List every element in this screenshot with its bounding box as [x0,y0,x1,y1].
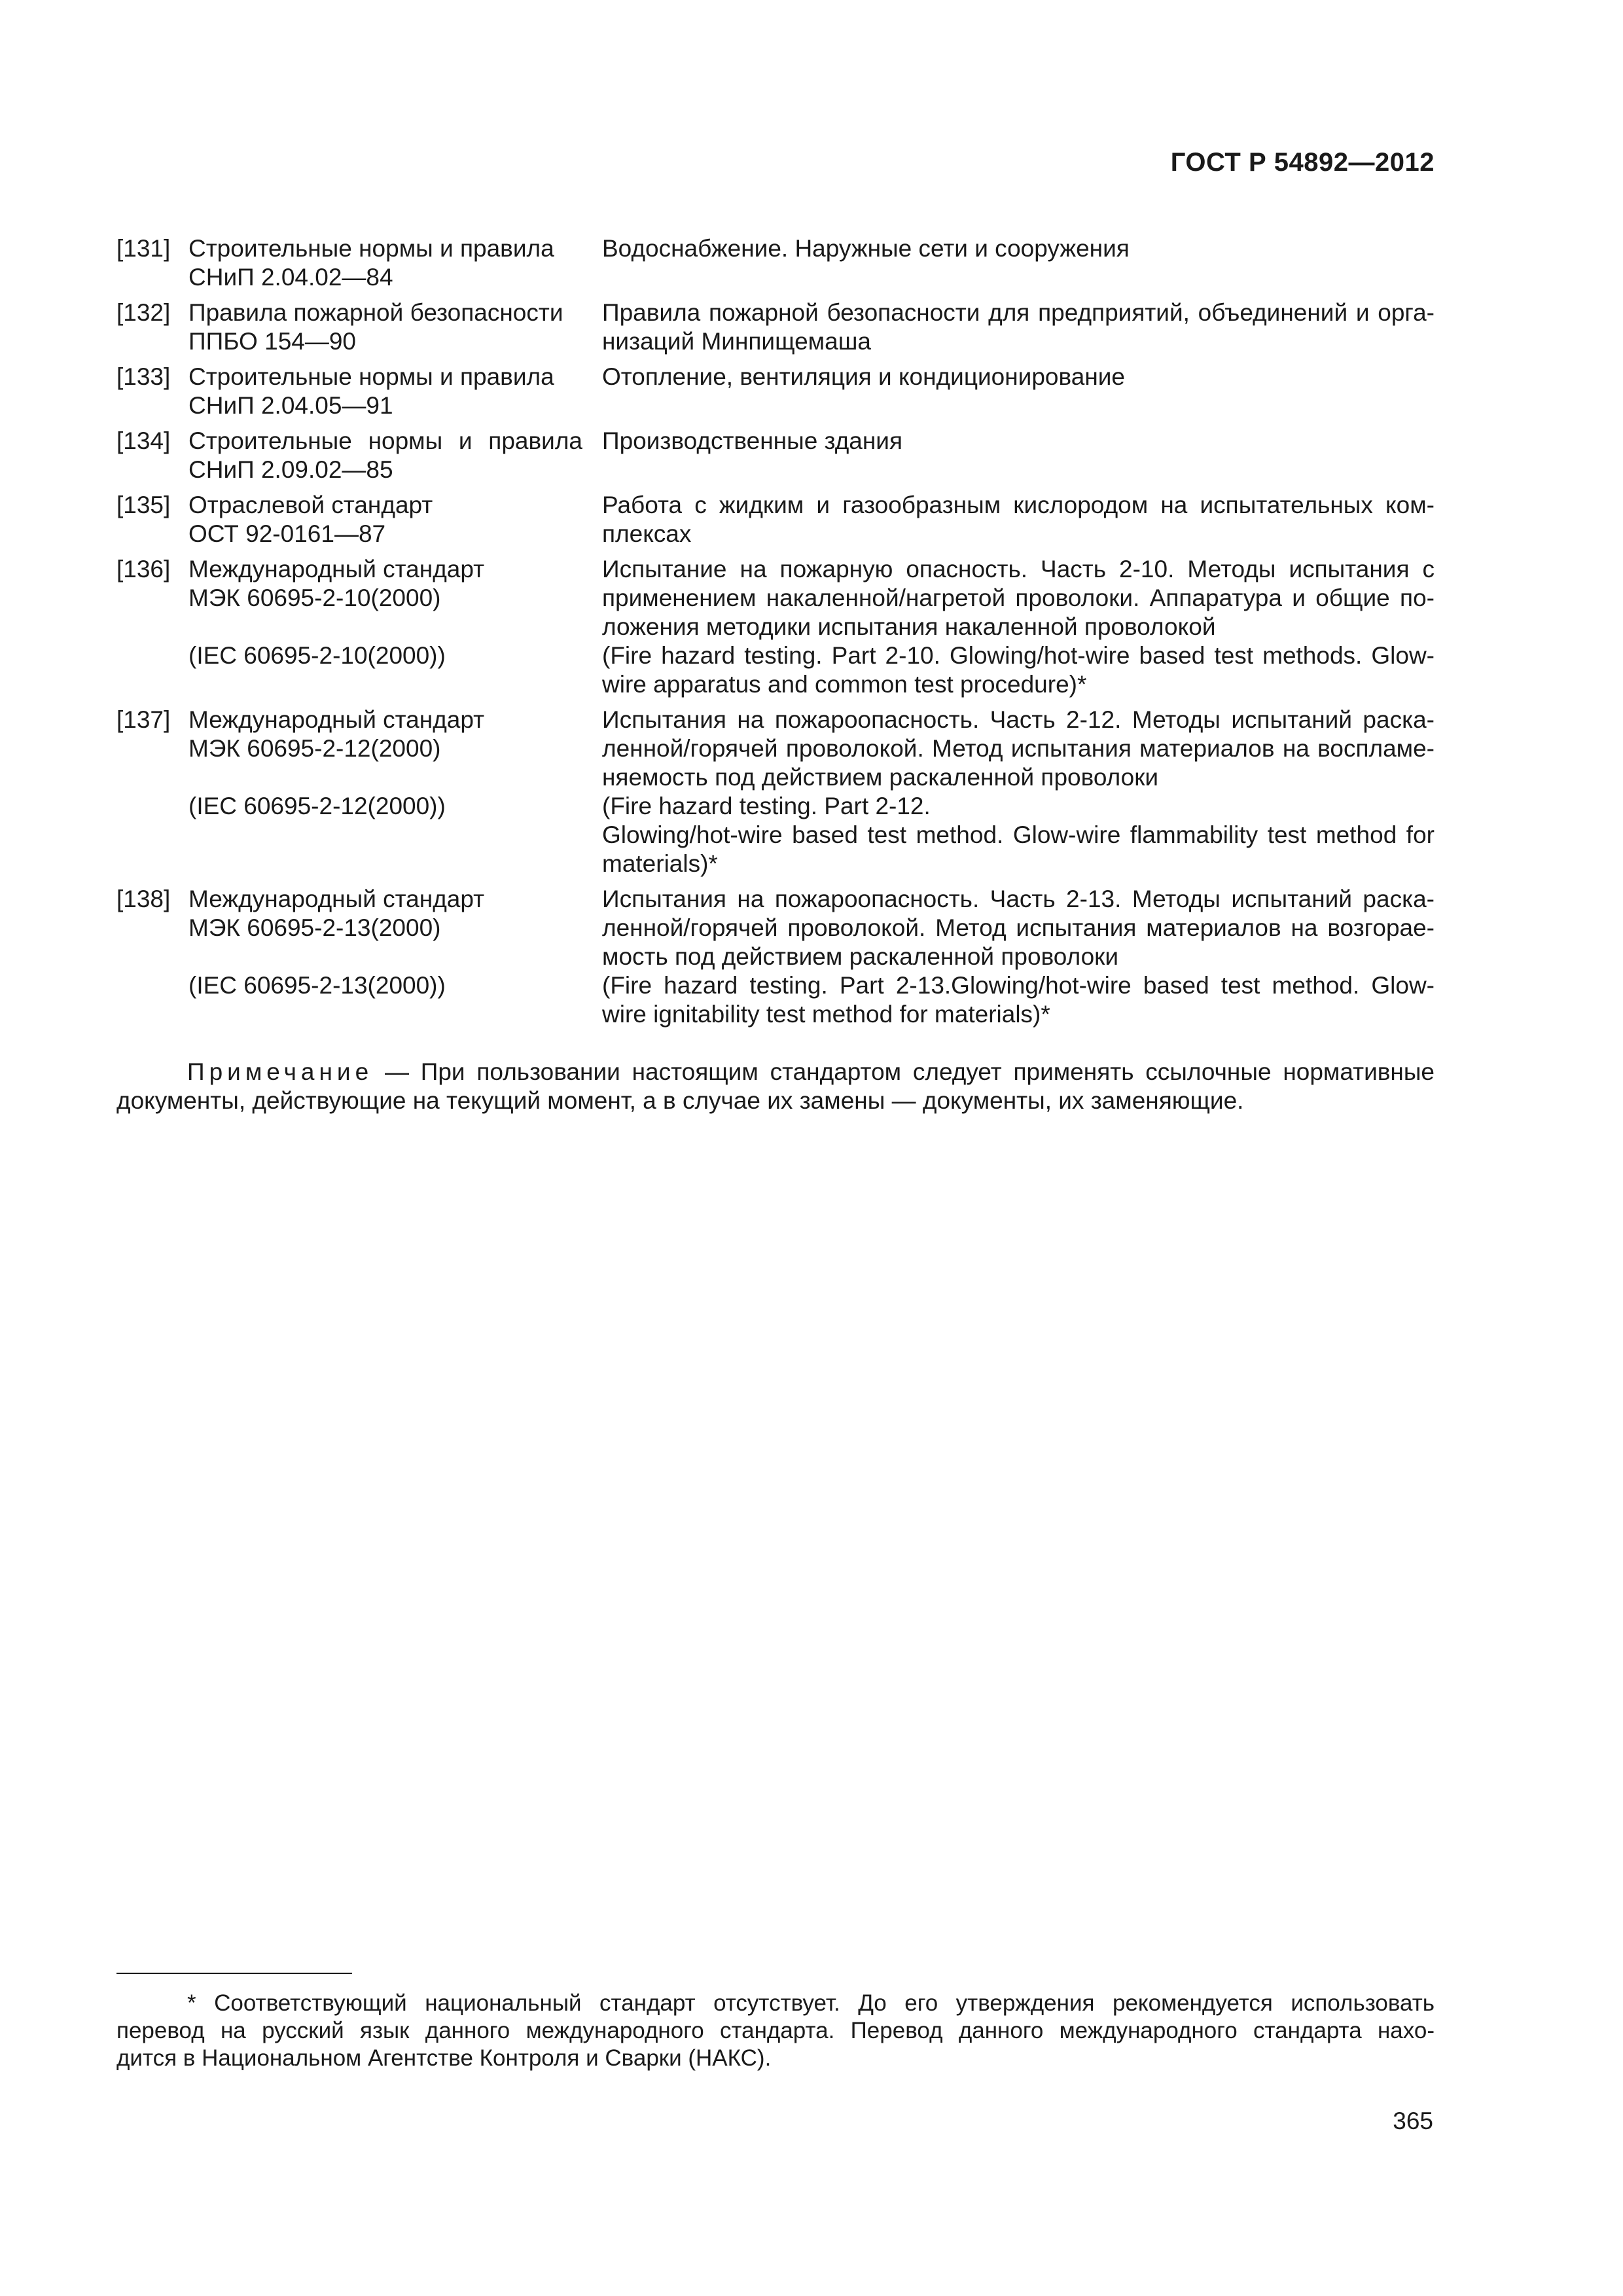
reference-document-line: Строительные нормы и правила [188,427,582,454]
reference-document-line: СНиП 2.04.05—91 [188,392,393,419]
reference-title-line: Производственные здания [602,427,903,454]
empty-cell [116,641,188,699]
reference-title-line: materials)* [602,850,718,877]
reference-title-line: Правила пожарной безопасности для предприятий, объединений и орга- [602,299,1435,326]
note-text-line-2: документы, действующие на текущий момент, а в случае их замены — документы, их заменяющие. [116,1087,1244,1114]
reference-title-line: Водоснабжение. Наружные сети и сооружения [602,235,1130,262]
reference-title-line: применением накаленной/нагретой проволоки. Аппаратура и общие по- [602,584,1435,611]
note [116,1058,1435,1115]
reference-title [602,292,1435,356]
reference-alt-document: (IEC 60695-2-12(2000)) [188,793,446,819]
reference-subrow [116,641,1435,699]
reference-document-line: ОСТ 92-0161—87 [188,520,386,547]
reference-alt-document: (IEC 60695-2-10(2000)) [188,642,446,669]
reference-title [602,699,1435,792]
reference-title [602,420,1435,484]
reference-title [602,548,1435,641]
footnote-line: перевод на русский язык данного международного стандарта. Перевод данного международного стандарта нахо- [116,2018,1435,2043]
reference-number: [136] [116,556,171,583]
reference-row [116,356,1435,420]
note-text-line-1: — При пользовании настоящим стандартом следует применять ссылочные нормативные [384,1058,1435,1085]
footnote-line: * Соответствующий национальный стандарт отсутствует. До его утверждения рекомендуется использовать [187,1990,1435,2016]
empty-cell [116,971,188,1029]
reference-document-line: МЭК 60695-2-10(2000) [188,584,441,611]
reference-document-line: Строительные нормы и правила [188,235,554,262]
reference-title-line: Испытания на пожароопасность. Часть 2-12. Методы испытаний раска- [602,706,1435,733]
reference-title-line: Glowing/hot-wire based test method. Glow-wire flammability test method for [602,821,1435,848]
reference-document-line: Строительные нормы и правила [188,363,554,390]
reference-document [188,699,602,792]
reference-row [116,292,1435,356]
reference-title [602,356,1435,420]
reference-title [602,234,1435,292]
reference-title-line: плексах [602,520,692,547]
reference-title [602,641,1435,699]
reference-title [602,792,1435,878]
reference-row [116,548,1435,641]
reference-alt-document: (IEC 60695-2-13(2000)) [188,972,446,999]
reference-row [116,699,1435,792]
references-table [116,234,1435,1029]
reference-document [188,484,602,548]
reference-document-line: ППБО 154—90 [188,328,357,355]
reference-row [116,878,1435,971]
reference-title [602,484,1435,548]
reference-number: [138] [116,886,171,912]
reference-document-line: Международный стандарт [188,556,485,583]
reference-title-line: (Fire hazard testing. Part 2-12. [602,793,931,819]
reference-title-line: wire ignitability test method for materials)* [602,1001,1050,1028]
reference-document-line: СНиП 2.04.02—84 [188,264,393,291]
reference-title-line: Работа с жидким и газообразным кислородом на испытательных ком- [602,492,1435,518]
reference-title [602,878,1435,971]
reference-row [116,484,1435,548]
footnote [116,1990,1435,2072]
reference-title-line: Испытания на пожароопасность. Часть 2-13. Методы испытаний раска- [602,886,1435,912]
reference-document [188,234,602,292]
reference-document [188,292,602,356]
reference-title-line: ленной/горячей проволокой. Метод испытания материалов на возгорае- [602,914,1435,941]
footnote-separator [116,1973,352,1974]
reference-title-line: мость под действием раскаленной проволоки [602,943,1119,970]
footnote-line: дится в Национальном Агентстве Контроля и Сварки (НАКС). [116,2045,772,2071]
reference-document [188,548,602,641]
reference-title-line: няемость под действием раскаленной проволоки [602,764,1159,791]
page-number: 365 [1393,2108,1433,2134]
reference-document-line: Правила пожарной безопасности [188,299,563,326]
reference-title [602,971,1435,1029]
reference-document-line: Международный стандарт [188,706,485,733]
reference-title-line: низаций Минпищемаша [602,328,871,355]
note-label: Примечание [187,1058,374,1085]
reference-title-line: (Fire hazard testing. Part 2-13.Glowing/hot-wire based test method. Glow- [602,972,1435,999]
reference-title-line: Испытание на пожарную опасность. Часть 2-10. Методы испытания с [602,556,1435,583]
reference-title-line: (Fire hazard testing. Part 2-10. Glowing/hot-wire based test methods. Glow- [602,642,1435,669]
reference-title-line: ложения методики испытания накаленной проволокой [602,613,1216,640]
reference-title-line: wire apparatus and common test procedure)* [602,671,1087,698]
reference-title-line: Отопление, вентиляция и кондиционирование [602,363,1126,390]
reference-subrow [116,792,1435,878]
reference-document [188,420,602,484]
reference-number: [131] [116,235,171,262]
reference-title-line: ленной/горячей проволокой. Метод испытания материалов на воспламе- [602,735,1435,762]
reference-document [188,878,602,971]
document-header: ГОСТ Р 54892—2012 [1170,148,1435,177]
reference-row [116,234,1435,292]
reference-document-line: Международный стандарт [188,886,485,912]
reference-number: [135] [116,492,171,518]
empty-cell [116,792,188,878]
reference-number: [132] [116,299,171,326]
reference-document-line: Отраслевой стандарт [188,492,433,518]
reference-row [116,420,1435,484]
reference-document-line: СНиП 2.09.02—85 [188,456,393,483]
reference-document-line: МЭК 60695-2-13(2000) [188,914,441,941]
reference-document-line: МЭК 60695-2-12(2000) [188,735,441,762]
reference-subrow [116,971,1435,1029]
reference-number: [134] [116,427,171,454]
reference-number: [137] [116,706,171,733]
reference-number: [133] [116,363,171,390]
reference-document [188,356,602,420]
